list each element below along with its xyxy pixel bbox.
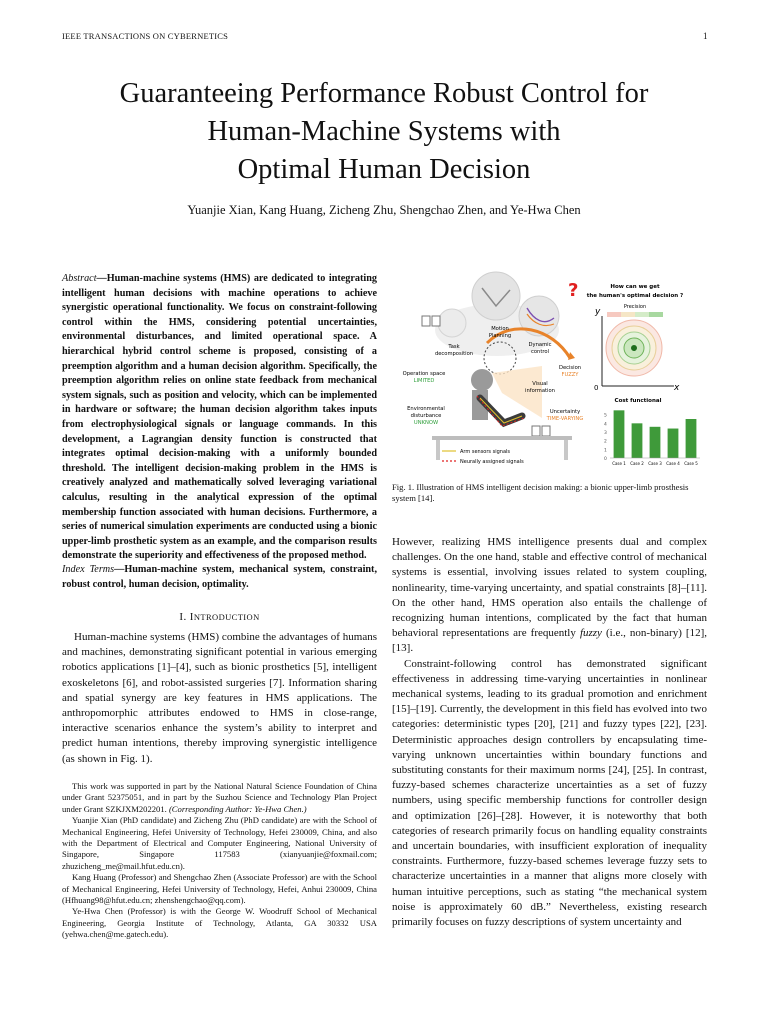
question-mark-icon: ? [568,280,579,301]
cup-icon [542,426,550,436]
label-env-1: Environmental [407,406,445,412]
y-tick-label: 5 [604,413,607,419]
hand-closeup-circle [472,272,520,320]
label-decision-2: FUZZY [561,372,579,378]
label-env-2: disturbance [410,413,442,419]
footnote-funding [62,781,377,815]
footnote-affiliation-3: Ye-Hwa Chen (Professor) is with the George W. Woodruff School of Mechanical Engineering, Georgia Institute of Technology, Atlanta, GA 30332 USA (yehwa.chen@me.gatech.edu). [62,906,377,940]
legend-arm-label: Arm sensors signals [460,449,511,455]
label-unc-2: TIME-VARYING [546,416,584,422]
target-center-icon [631,345,637,351]
bar [686,419,697,458]
origin-label: 0 [594,384,599,392]
label-dynamic-2: control [531,349,549,355]
label-dynamic-1: Dynamic [528,342,552,348]
label-visual-1: Visual [532,381,548,387]
arrow-head-icon [568,352,575,360]
introduction-paragraph [62,630,377,767]
x-tick-label: Case 1 [612,461,626,466]
chart-title: Cost functional [614,398,662,404]
legend-neural-label: Neurally assigned signals [460,459,524,465]
task-circle [438,309,466,337]
section-title-rest: NTRODUCTION [193,612,260,622]
precision-bar-low [607,312,621,317]
y-tick-label: 3 [604,431,607,436]
label-visual-2: information [525,388,555,394]
section-title-first: I [189,611,194,623]
label-motion-1: Motion [491,326,509,332]
para1-fuzzy: fuzzy [579,627,602,640]
label-how-1: How can we get [610,284,660,290]
corresponding-author: (Corresponding Author: Ye-Hwa Chen.) [168,803,307,814]
label-env-3: UNKNOW [413,420,439,426]
precision-bar-high [635,312,649,317]
footnotes [62,781,377,941]
y-tick-label: 4 [604,422,607,428]
section-heading [62,611,377,623]
para1-text: However, realizing HMS intelligence presents dual and complex challenges. On the one hand, stable and effective control of mechanical systems is essential, involving issues related to system coupling, nonlinearity, time-varying uncertainty, and spatial constraints [8]–[11]. On the other hand, HMS operation also entails the challenge of recognizing human intentions, complicated by the fact that human behavioral representations are frequently [392,536,707,640]
x-tick-label: Case 5 [684,461,698,466]
index-terms-text: —Human-machine system, mechanical system, constraint, robust control, human decision, optimality. [62,564,377,590]
bar [614,410,625,458]
right-column-text [392,535,707,930]
y-tick-label: 2 [604,439,607,445]
x-tick-label: Case 2 [630,461,644,466]
index-terms-label: Index Terms [62,564,115,575]
paper-title [0,75,768,189]
figure-caption: Fig. 1. Illustration of HMS intelligent decision making: a bionic upper-limb prosthesis system [14]. [392,482,689,504]
bar [650,427,661,458]
figure-1 [392,268,707,473]
footnote-affiliation-2: Kang Huang (Professor) and Shengchao Zhen (Associate Professor) are with the School of Mechanical Engineering, Hefei University of Technology, Hefei, Anhui 230009, China (Hfhuang98@hfut.edu.cn; zhenshengchao@qq.com). [62,872,377,906]
paragraph-1 [392,535,707,657]
label-decision-1: Decision [558,365,582,371]
figure-illustration [392,268,707,473]
running-header: IEEE TRANSACTIONS ON CYBERNETICS [62,31,229,41]
label-opspace-2: LIMITED [413,378,435,384]
x-tick-label: Case 3 [648,461,662,466]
label-task-2: decomposition [434,351,474,357]
precision-bar-mid [621,312,635,317]
title-line-3: Optimal Human Decision [237,154,531,185]
table-leg [564,440,568,460]
label-unc-1: Uncertainty [549,409,581,415]
label-precision: Precision [623,304,647,310]
intro-text: Human-machine systems (HMS) combine the advantages of humans and machines, demonstrating significant potential in various emerging robotics applications [1]–[4], such as bionic prosthetics [5], intelligent exoskeletons [6], and robot-assisted surgeries [7]. Information sharing and spatial synergy are key features in HMS applications. The anthropomorphic attributes endowed to HMS in close-range, interactive scenarios enhance the system’s ability to interpret and predict human intentions, thereby improving synergistic intelligence (as shown in Fig. 1). [62,631,377,765]
section-numeral: I. [179,611,187,623]
x-tick-label: Case 4 [666,461,680,466]
abstract-label: Abstract [62,273,97,284]
label-motion-2: Planning [488,333,512,339]
table-top [432,436,572,440]
index-terms [62,563,377,592]
table-leg [436,440,440,460]
y-axis-label: y [595,307,601,317]
footnote-affiliation-1: Yuanjie Xian (PhD candidate) and Zicheng Zhu (PhD candidate) are with the School of Mechanical Engineering, Hefei University of Technology, Hefei 230009, China, and also with the Department of Electrical and Computer Engineering, National University of Singapore, Singapore 117583 (xianyuanjie@foxmail.com; zhuzicheng_me@mail.hfut.edu.cn). [62,815,377,871]
label-task-1: Task [448,344,460,350]
human-head [471,369,493,391]
title-line-2: Human-Machine Systems with [207,116,561,147]
para1-end: (i.e., non-binary) [12], [13]. [392,627,708,655]
y-tick-label: 0 [604,457,607,462]
page-number: 1 [703,31,708,41]
cup-icon [422,316,430,326]
y-tick-label: 1 [604,448,607,454]
bar [668,429,679,458]
x-axis-label: x [674,383,680,393]
bar [632,423,643,458]
label-opspace-1: Operation space [402,371,446,377]
precision-bar-top [649,312,663,317]
abstract-text: —Human-machine systems (HMS) are dedicated to integrating intelligent human decisions with machine operations to achieve synergistic operational functionality. We focus on constraint-following control within the HMS, considering potential uncertainties, environmental disturbances, and limited operational space. A hierarchical hybrid control scheme is proposed, consisting of a preemption algorithm and a human decision algorithm. Specifically, the preemption algorithm relies on online state feedback from mechanical system signals, such as position and velocity, which can be implemented in hardware or software; the human decision algorithm takes inputs from electrophysiological signals or language commands. In this development, a Lagrangian density function is constructed that integrates optimal decision-making with a uniformly bounded threshold. The intelligent decision-making problem in the HMS is creatively analyzed and mathematically solved leveraging variational calculus, resulting in the analytical expression of the optimal membership function associated with human decisions. Furthermore, a series of numerical simulation experiments are conducted using a bionic upper-limb prosthetic system as an example, and the comparison results demonstrate the superiority and effectiveness of the proposed method. [62,273,377,562]
cup-icon [432,316,440,326]
cost-bar-chart [604,410,700,466]
title-line-1: Guaranteeing Performance Robust Control for [119,78,649,109]
author-list: Yuanjie Xian, Kang Huang, Zicheng Zhu, Shengchao Zhen, and Ye-Hwa Chen [187,203,581,217]
paragraph-2: Constraint-following control has demonstrated significant effectiveness in addressing time-varying uncertainties in nonlinear mechanical systems, leading to its gradual promotion and enrichment [15]–[19]. Currently, the development in this field has evolved into two categories: deterministic types [20], [21] and fuzzy types [22], [23]. Deterministic approaches design controllers by encapsulating time-varying unknown uncertainties within boundary functions and substituting constants for their maximum norms [24], [25]. In contrast, fuzzy-based schemes characterize uncertainties as a set of fuzzy numbers, using specific membership functions for controller design and optimization [26]–[28]. However, it is noteworthy that both categories of research primarily focus on handling equality constraints and uncertain boundaries, with insufficient exploration of inequality constraints. Furthermore, fuzzy-based schemes leverage fuzzy sets to characterize uncertainties in a manner that aligns more closely with human intuitive perceptions, such as stating “the mechanical system noise is approximately 60 dB.” Nevertheless, existing research primarily focuses on fuzzy descriptions of system uncertainty and [392,657,707,929]
cup-icon [532,426,540,436]
funding-text: This work was supported in part by the National Natural Science Foundation of China under Grant 52375051, and in part by the Suzhou Science and Technology Plan Project under Grant SZKJXM202201. [62,781,377,814]
abstract [62,272,377,564]
label-how-2: the human's optimal decision ? [586,293,684,299]
